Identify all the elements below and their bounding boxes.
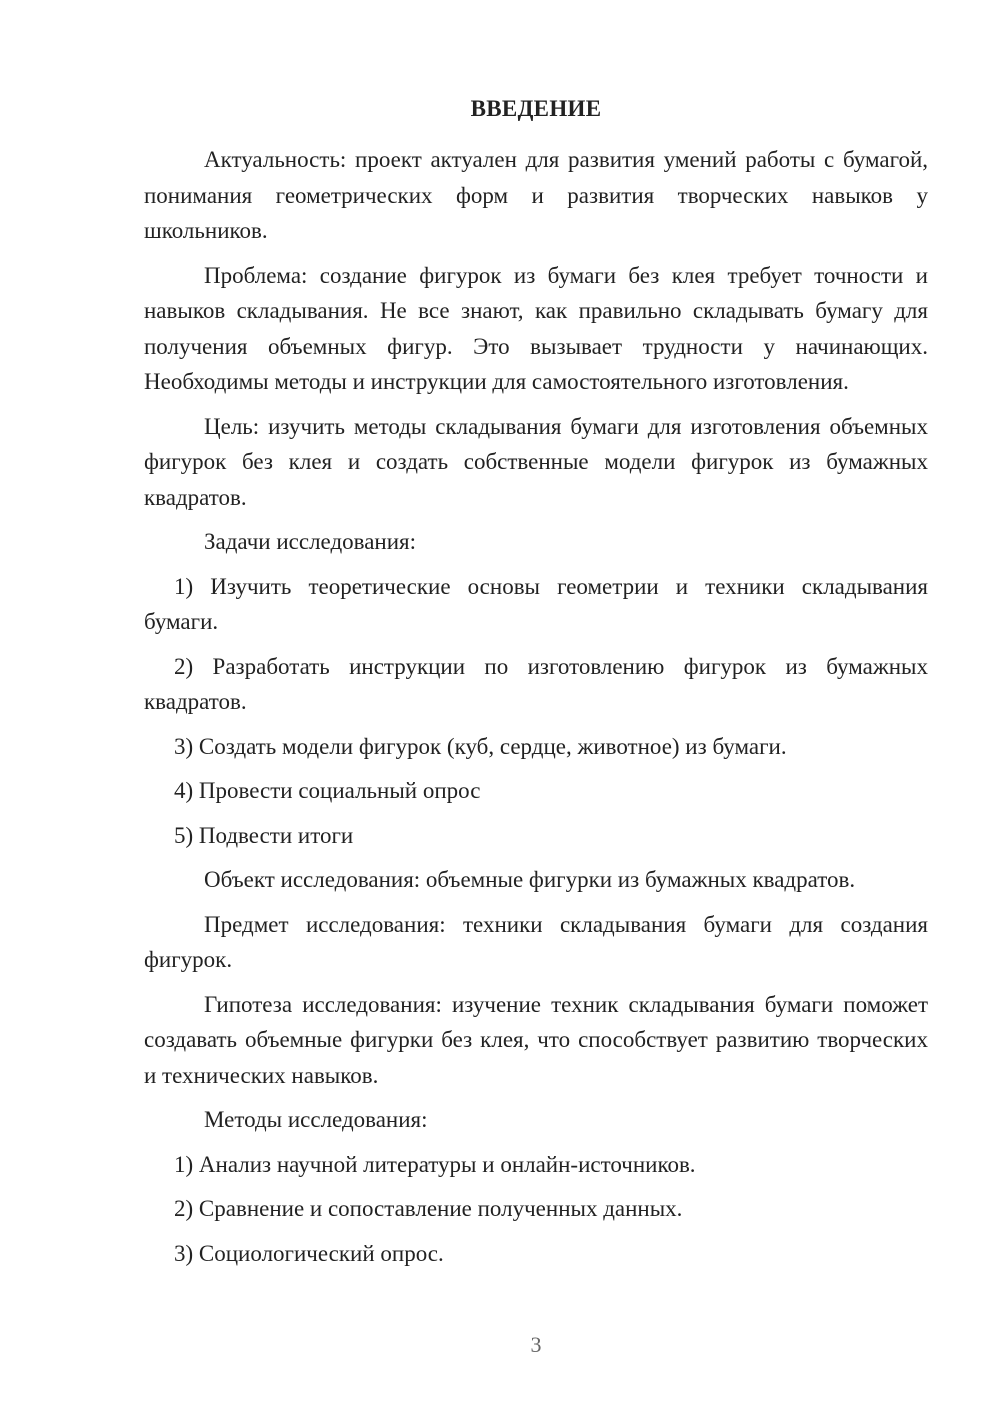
method-item: 3) Социологический опрос. xyxy=(174,1240,444,1266)
problem-paragraph: Проблема: создание фигурок из бумаги без клея требует точности и навыков складывания. Не все знают, как правильно складывать бумагу для получения объемных фигур. Это вызывает трудности у начинающих. Необходимы методы и инструкции для самостоятельного изготовления. xyxy=(144,262,928,394)
object-paragraph: Объект исследования: объемные фигурки из бумажных квадратов. xyxy=(204,867,856,892)
tasks-heading: Задачи исследования: xyxy=(204,529,417,554)
document-body xyxy=(144,142,928,1280)
goal-paragraph: Цель: изучить методы складывания бумаги для изготовления объемных фигурок без клея и создать собственные модели фигурок из бумажных квадратов. xyxy=(144,413,928,510)
page-title: ВВЕДЕНИЕ xyxy=(470,96,602,121)
methods-heading: Методы исследования: xyxy=(204,1107,428,1132)
page-number: 3 xyxy=(530,1332,542,1357)
task-item: 4) Провести социальный опрос xyxy=(174,778,481,803)
subject-paragraph: Предмет исследования: техники складывания бумаги для создания фигурок. xyxy=(144,911,928,972)
task-item: 3) Создать модели фигурок (куб, сердце, животное) из бумаги. xyxy=(174,733,787,759)
method-item: 1) Анализ научной литературы и онлайн-источников. xyxy=(174,1151,696,1177)
relevance-paragraph: Актуальность: проект актуален для развития умений работы с бумагой, понимания геометрических форм и развития творческих навыков у школьников. xyxy=(144,147,928,243)
task-item: 5) Подвести итоги xyxy=(174,822,354,848)
method-item: 2) Сравнение и сопоставление полученных данных. xyxy=(174,1196,683,1221)
task-item: 1) Изучить теоретические основы геометрии и техники складывания бумаги. xyxy=(144,573,928,634)
hypothesis-paragraph: Гипотеза исследования: изучение техник складывания бумаги поможет создавать объемные фигурки без клея, что способствует развитию творческих и технических навыков. xyxy=(144,991,928,1088)
task-item: 2) Разработать инструкции по изготовлению фигурок из бумажных квадратов. xyxy=(144,653,928,714)
